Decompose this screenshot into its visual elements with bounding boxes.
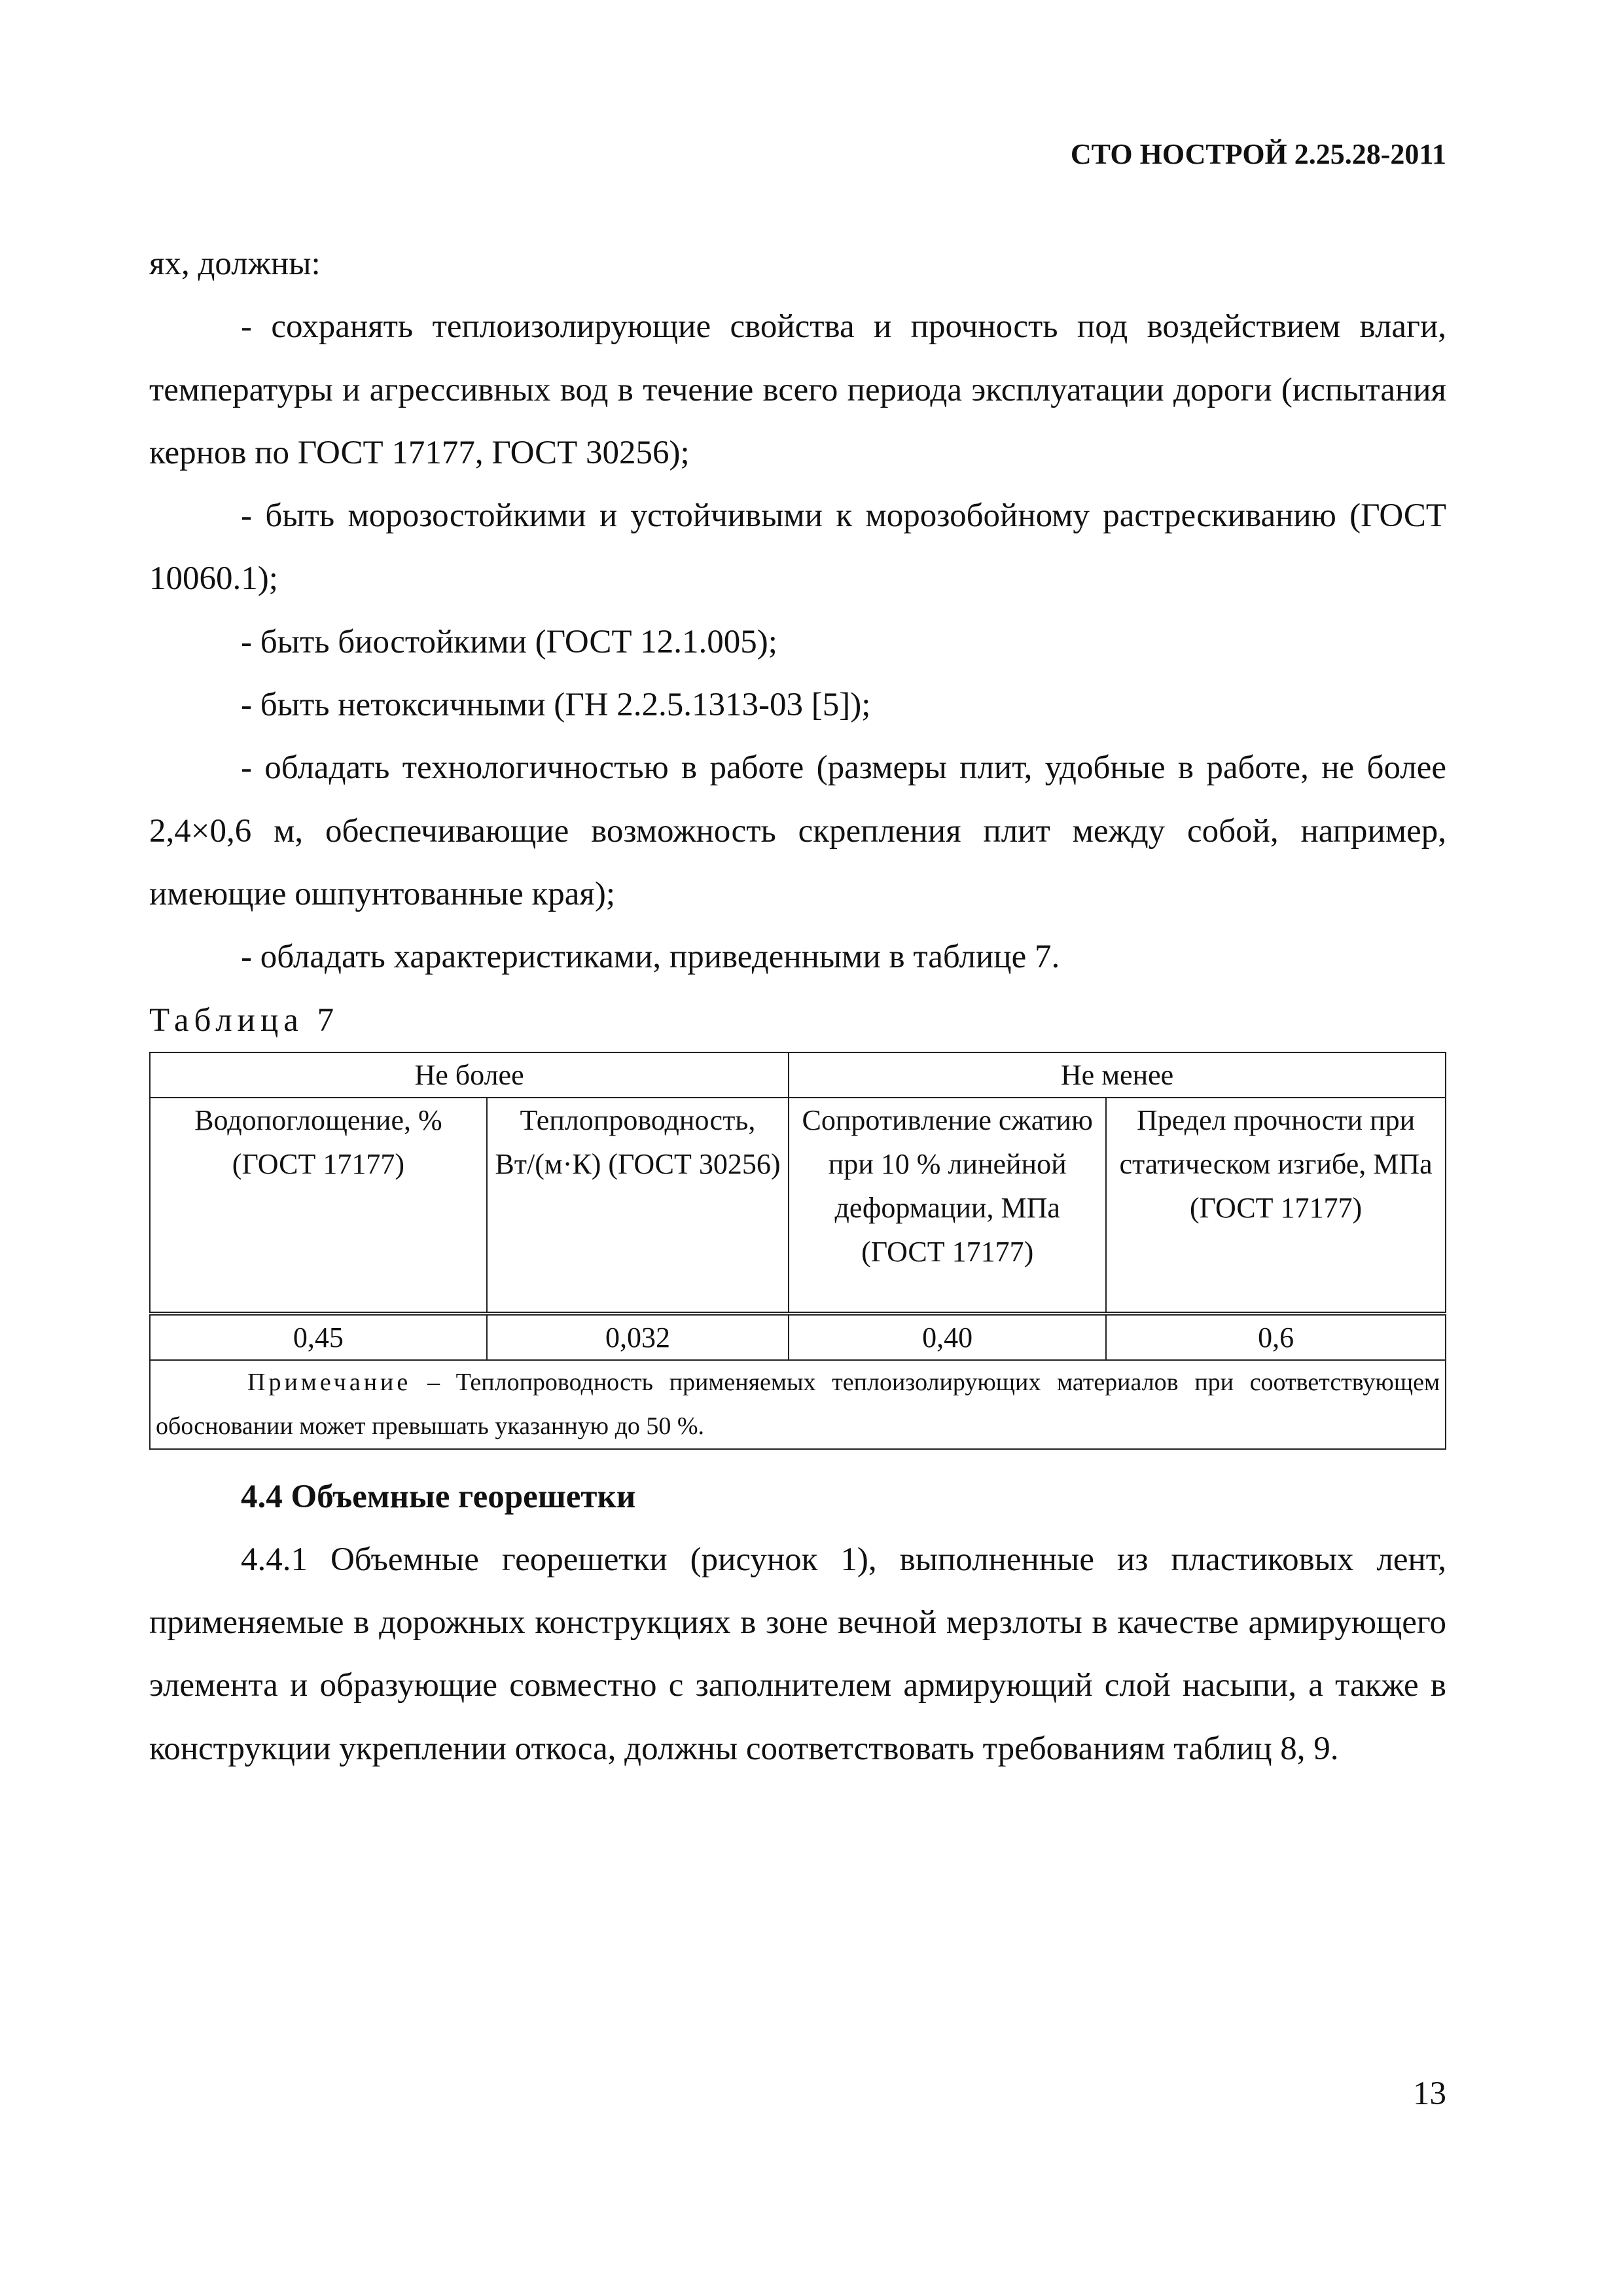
header-bending-strength: Предел прочности при статическом изгибе, МПа (ГОСТ 17177) — [1106, 1098, 1446, 1314]
note-label: Примечание — [247, 1368, 412, 1396]
page-number: 13 — [1413, 2075, 1446, 2112]
list-item-technology: - обладать технологичностью в работе (размеры плит, удобные в работе, не более 2,4×0,6 м, обеспечивающие возможность скрепления плит между собой, например, имеющие ошпунтованные края); — [149, 749, 1446, 912]
value-thermal-conductivity: 0,032 — [487, 1314, 789, 1360]
header-group-not-less: Не менее — [789, 1052, 1446, 1098]
list-item-frost: - быть морозостойкими и устойчивыми к морозобойному растрескиванию (ГОСТ 10060.1); — [149, 497, 1446, 598]
note-text: – Теплопроводность применяемых теплоизолирующих материалов при соответствующем обосновании может превышать указанную до 50 %. — [156, 1368, 1440, 1440]
table-7 — [149, 1052, 1446, 1450]
section-title: 4.4 Объемные георешетки — [241, 1478, 636, 1515]
document-code-header: СТО НОСТРОЙ 2.25.28-2011 — [1070, 138, 1446, 170]
list-item-moisture: - сохранять теплоизолирующие свойства и прочность под воздействием влаги, температуры и агрессивных вод в течение всего периода эксплуатации дороги (испытания кернов по ГОСТ 17177, ГОСТ 30256); — [149, 308, 1446, 471]
header-thermal-conductivity: Теплопроводность, Вт/(м·К) (ГОСТ 30256) — [487, 1098, 789, 1314]
list-item-bio: - быть биостойкими (ГОСТ 12.1.005); — [241, 623, 777, 660]
paragraph-continuation: ях, должны: — [149, 245, 321, 282]
list-item-toxicity: - быть нетоксичными (ГН 2.2.5.1313-03 [5]); — [241, 687, 871, 724]
table-caption: Таблица 7 — [149, 1001, 340, 1039]
list-item-characteristics: - обладать характеристиками, приведенными в таблице 7. — [241, 939, 1060, 976]
header-compressive-resistance: Сопротивление сжатию при 10 % линейной деформации, МПа (ГОСТ 17177) — [789, 1098, 1106, 1314]
page-body — [149, 232, 1446, 1780]
value-bending-strength: 0,6 — [1106, 1314, 1446, 1360]
value-water-absorption: 0,45 — [150, 1314, 487, 1360]
header-water-absorption: Водопоглощение, % (ГОСТ 17177) — [150, 1098, 487, 1314]
table-note — [150, 1360, 1446, 1449]
value-compressive-resistance: 0,40 — [789, 1314, 1106, 1360]
header-group-not-more: Не более — [150, 1052, 789, 1098]
section-paragraph: 4.4.1 Объемные георешетки (рисунок 1), выполненные из пластиковых лент, применяемые в дорожных конструкциях в зоне вечной мерзлоты в качестве армирующего элемента и образующие совместно с заполнителем армирующий слой насыпи, а также в конструкции укреплении откоса, должны соответствовать требованиям таблиц 8, 9. — [149, 1541, 1446, 1767]
